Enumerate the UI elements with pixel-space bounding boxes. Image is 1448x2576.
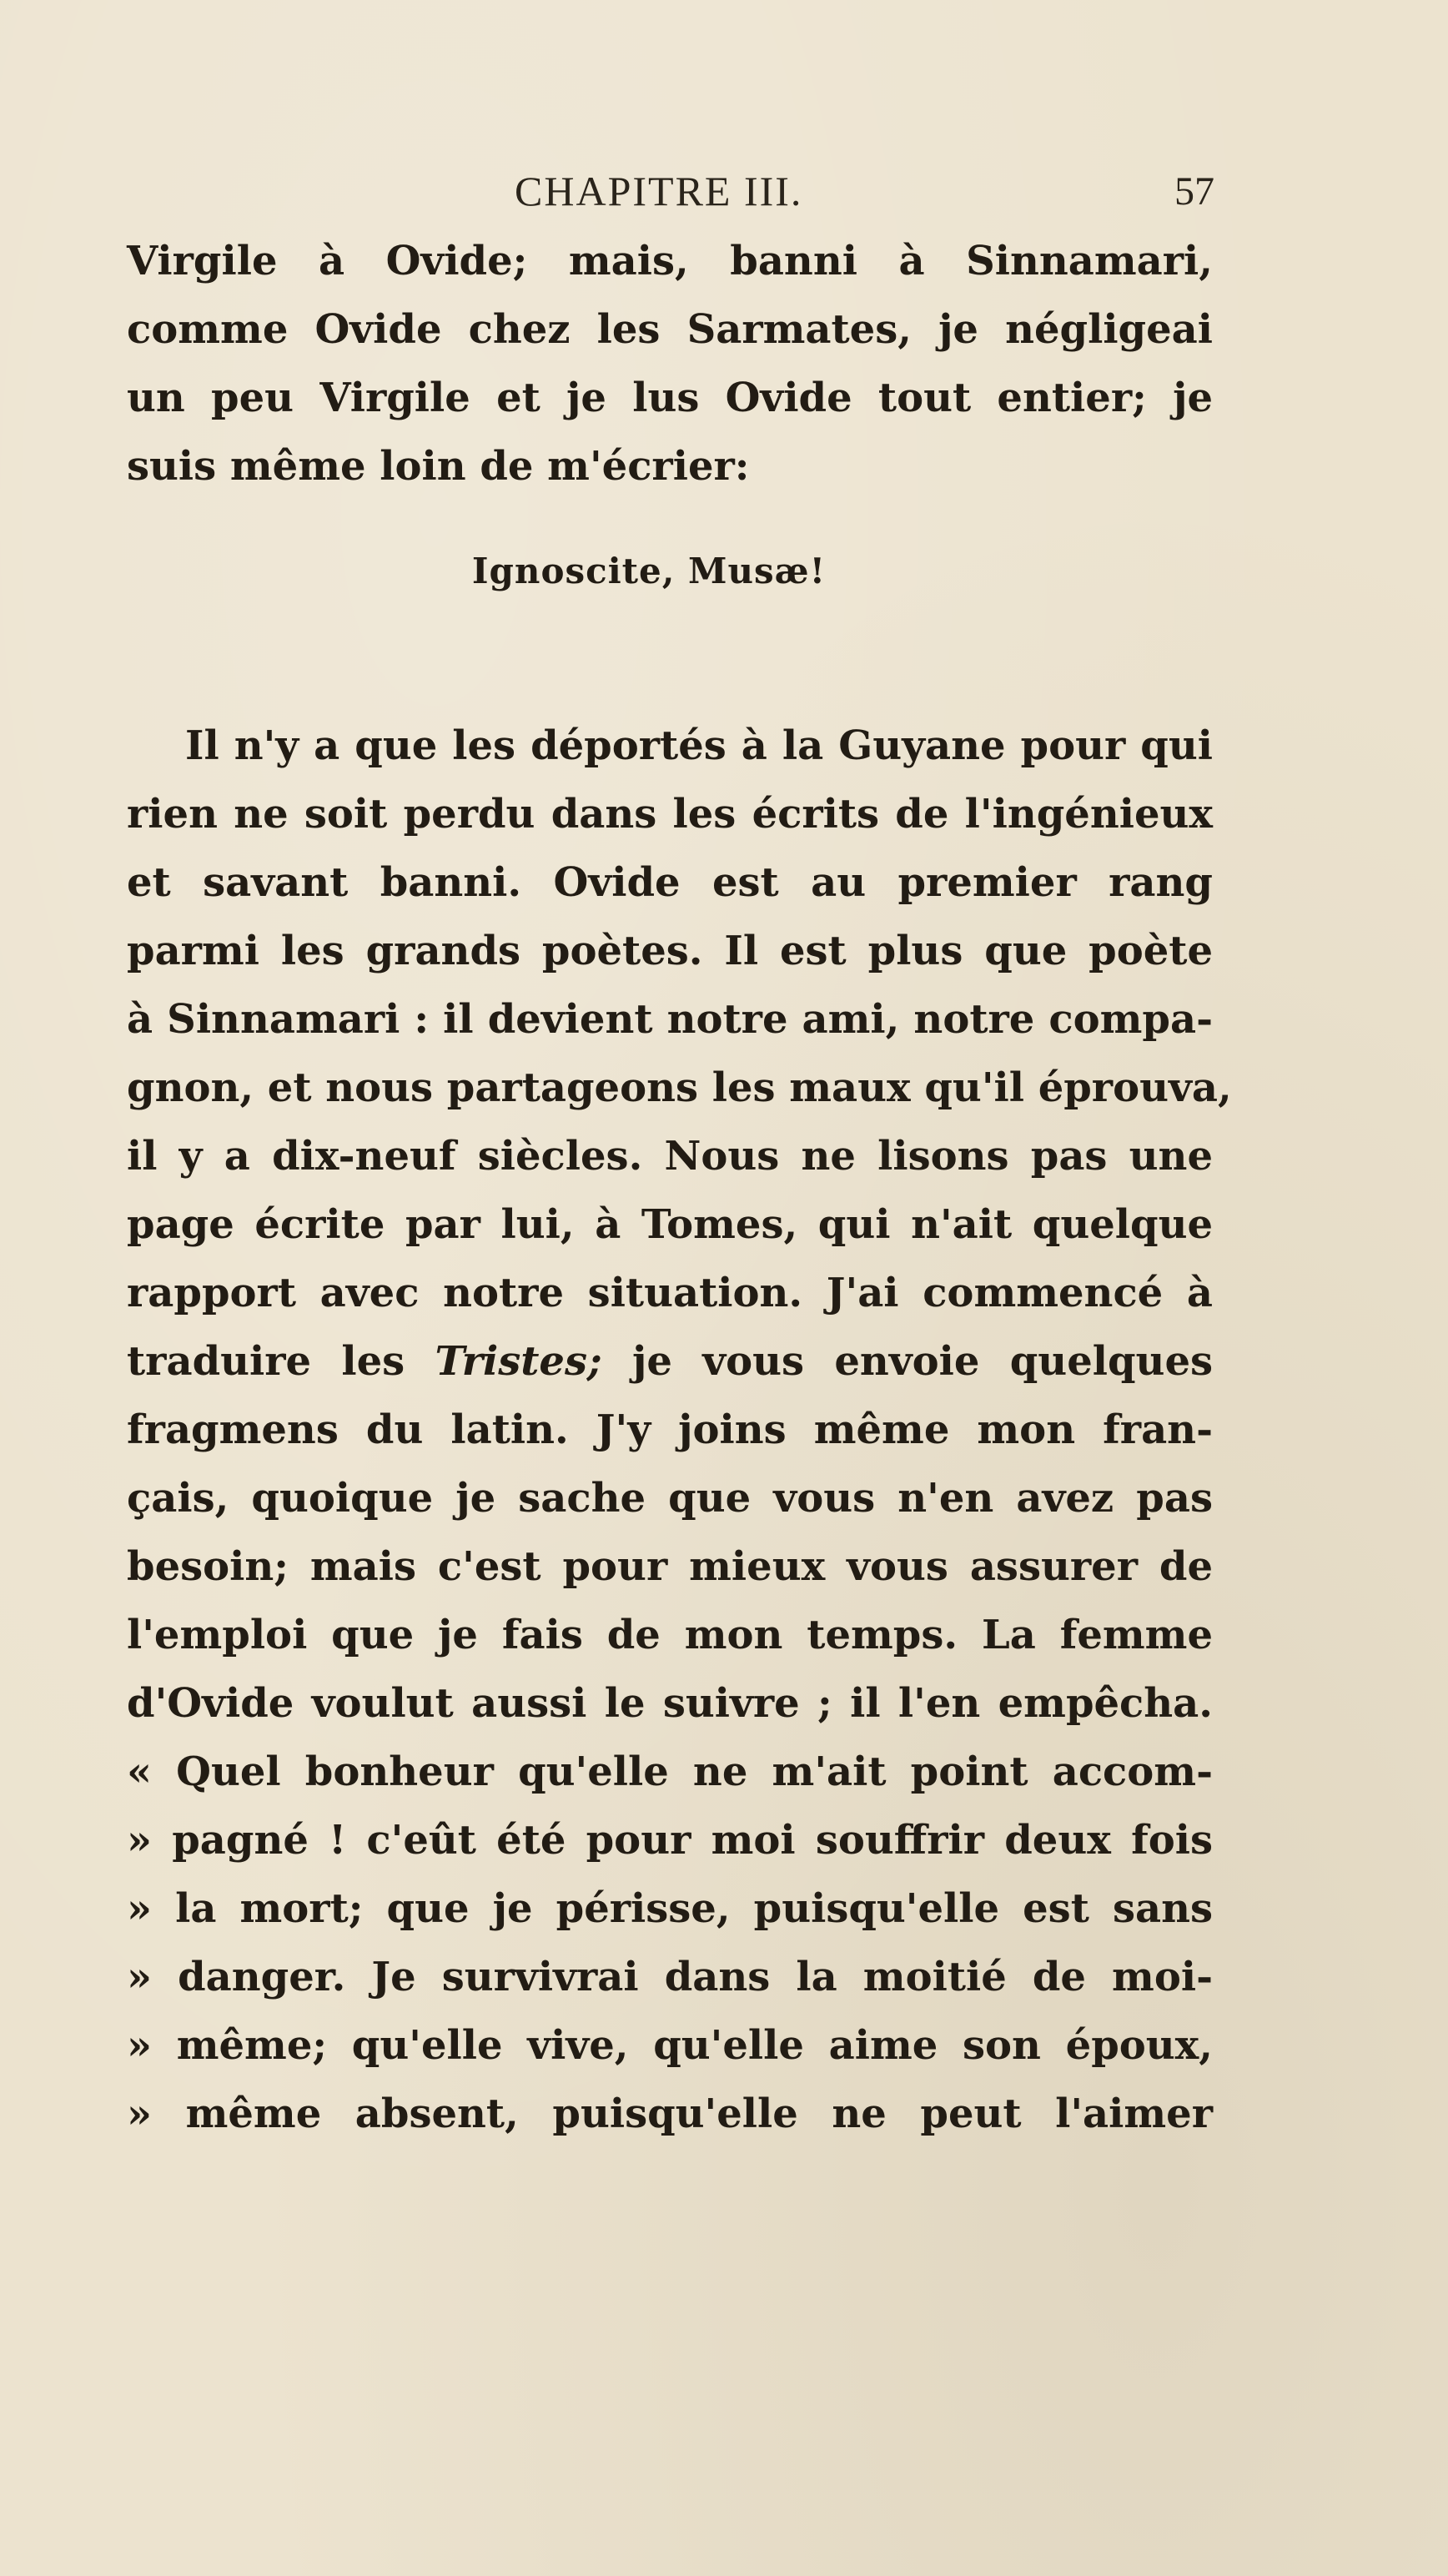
chapter-title: CHAPITRE III. <box>515 168 803 214</box>
text-line: page écrite par lui, à Tomes, qui n'ait quelque <box>127 1201 1213 1248</box>
text-line: un peu Virgile et je lus Ovide tout entier; je <box>127 375 1213 421</box>
text-line: à Sinnamari : il devient notre ami, notre compa- <box>127 996 1213 1043</box>
text-line: Virgile à Ovide; mais, banni à Sinnamari, <box>127 238 1213 284</box>
latin-quote <box>0 551 1448 591</box>
text-line: » la mort; que je périsse, puisqu'elle est sans <box>127 1885 1213 1932</box>
text-line: gnon, et nous partageons les maux qu'il éprouva, <box>127 1064 1232 1111</box>
text-line: il y a dix-neuf siècles. Nous ne lisons pas une <box>127 1133 1213 1180</box>
paragraph-1 <box>127 227 1213 501</box>
text-line: d'Ovide voulut aussi le suivre ; il l'en empêcha. <box>127 1680 1213 1727</box>
text-line: fragmens du latin. J'y joins même mon fran- <box>127 1406 1213 1453</box>
text-line: parmi les grands poètes. Il est plus que poète <box>127 928 1213 974</box>
paragraph-2 <box>127 712 1232 2148</box>
text-line: » même; qu'elle vive, qu'elle aime son époux, <box>127 2022 1213 2069</box>
text-line: » pagné ! c'eût été pour moi souffrir deux fois <box>127 1817 1213 1864</box>
text-line: l'emploi que je fais de mon temps. La femme <box>127 1612 1213 1658</box>
text-line: rien ne soit perdu dans les écrits de l'ingénieux <box>127 791 1213 838</box>
text-line: rapport avec notre situation. J'ai commencé à <box>127 1270 1213 1316</box>
quote-text: Ignoscite, Musæ! <box>471 551 827 591</box>
text-line <box>127 1327 1213 1396</box>
text-fragment: traduire les <box>127 1338 435 1385</box>
text-line: comme Ovide chez les Sarmates, je négligeai <box>127 306 1213 353</box>
italic-title-tristes: Tristes; <box>435 1338 602 1385</box>
text-line: çais, quoique je sache que vous n'en avez pas <box>127 1475 1213 1522</box>
text-line: » danger. Je survivrai dans la moitié de moi- <box>127 1954 1213 2000</box>
text-line: « Quel bonheur qu'elle ne m'ait point accom- <box>127 1748 1213 1795</box>
text-line: besoin; mais c'est pour mieux vous assurer de <box>127 1543 1213 1590</box>
page-number: 57 <box>1174 169 1214 214</box>
text-fragment: je vous envoie quelques <box>601 1338 1214 1385</box>
text-line: » même absent, puisqu'elle ne peut l'aimer <box>127 2090 1213 2137</box>
text-line: suis même loin de m'écrier: <box>127 443 750 490</box>
running-head <box>0 167 1448 225</box>
text-line: et savant banni. Ovide est au premier rang <box>127 859 1213 906</box>
text-line: Il n'y a que les déportés à la Guyane pour qui <box>185 722 1213 769</box>
